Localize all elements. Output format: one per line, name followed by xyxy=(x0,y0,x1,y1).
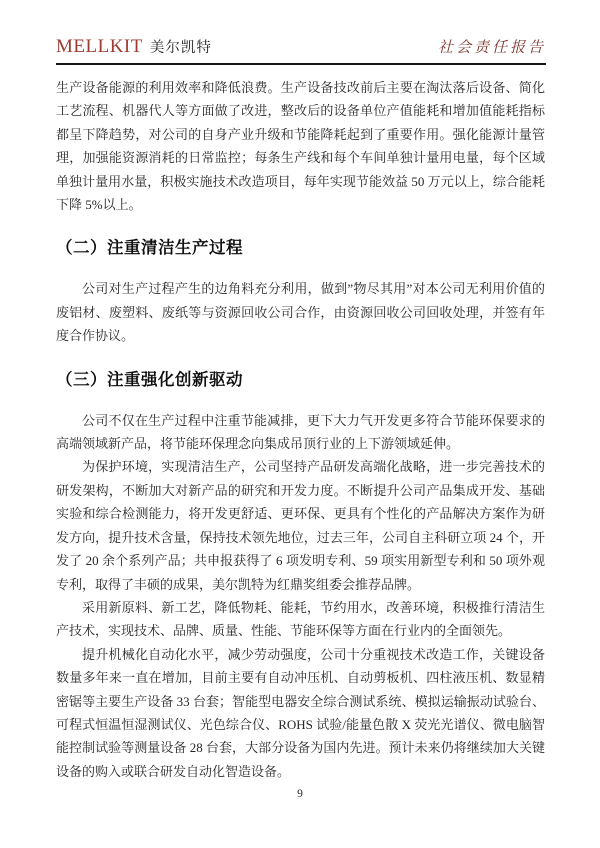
paragraph: 生产设备能源的利用效率和降低浪费。生产设备技改前后主要在淘汰落后设备、简化工艺流程、机器代人等方面做了改进，整改后的设备单位产值能耗和增加值能耗指标都呈下降趋势，对公司的自身产业升级和节能降耗起到了重要作用。强化能源计量管理，加强能资源消耗的日常监控；每条生产线和每个车间单独计量用电量，每个区域单独计量用水量，积极实施技术改造项目，每年实现节能效益 50 万元以上，综合能耗下降 5%以上。 xyxy=(56,80,545,213)
section-heading: （二）注重清洁生产过程 xyxy=(56,239,243,258)
page-number: 9 xyxy=(297,788,303,800)
page-header xyxy=(56,36,546,65)
paragraph: 为保护环境，实现清洁生产，公司坚持产品研发高端化战略，进一步完善技术的研发架构，不断加大对新产品的研究和开发力度。不断提升公司产品集成开发、基础实验和综合检测能力，将开发更舒适、更环保、更具有个性化的产品解决方案作为研发方向，提升技术含量，保持技术领先地位，过去三年，公司自主科研立项 24 个，开发了 20 余个系列产品；共申报获得了 6 项发明专利、59 项实用新型专利和 50 项外观专利，取得了丰硕的成果，美尔凯特为红鼎奖组委会推荐品牌。 xyxy=(56,459,545,592)
paragraph: 采用新原料、新工艺，降低物耗、能耗，节约用水，改善环境，积极推行清洁生产技术，实现技术、品牌、质量、性能、节能环保等方面在行业内的全面领先。 xyxy=(56,599,545,639)
paragraph: 公司不仅在生产过程中注重节能减排，更下大力气开发更多符合节能环保要求的高端领域新产品，将节能环保理念向集成吊顶行业的上下游领域延伸。 xyxy=(56,412,545,452)
header-doc-title: 社会责任报告 xyxy=(437,38,546,56)
paragraph: 公司对生产过程产生的边角料充分利用，做到”物尽其用”对本公司无利用价值的废铝材、废塑料、废纸等与资源回收公司合作，由资源回收公司回收处理，并签有年度合作协议。 xyxy=(56,281,545,344)
document-body xyxy=(56,76,545,783)
brand xyxy=(56,36,212,58)
page-footer xyxy=(0,784,600,802)
brand-name-cn: 美尔凯特 xyxy=(149,40,212,56)
brand-logo-text: MELLKIT xyxy=(56,36,143,57)
section-heading: （三）注重强化创新驱动 xyxy=(56,370,243,389)
paragraph: 提升机械化自动化水平，减少劳动强度，公司十分重视技术改造工作，关键设备数量多年来一直在增加，目前主要有自动冲压机、自动剪板机、四柱液压机、数显精密锯等主要生产设备 33 台套；智能型电器安全综合测试系统、模拟运输振动试验台、可程式恒温恒湿测试仪、光色综合仪、ROHS 试验/能量色散 X 荧光光谱仪、微电脑智能控制试验等测量设备 28 台套，大部分设备为国内先进。预计未来仍将继续加大关键设备的购入或联合研发自动化智造设备。 xyxy=(56,646,545,779)
